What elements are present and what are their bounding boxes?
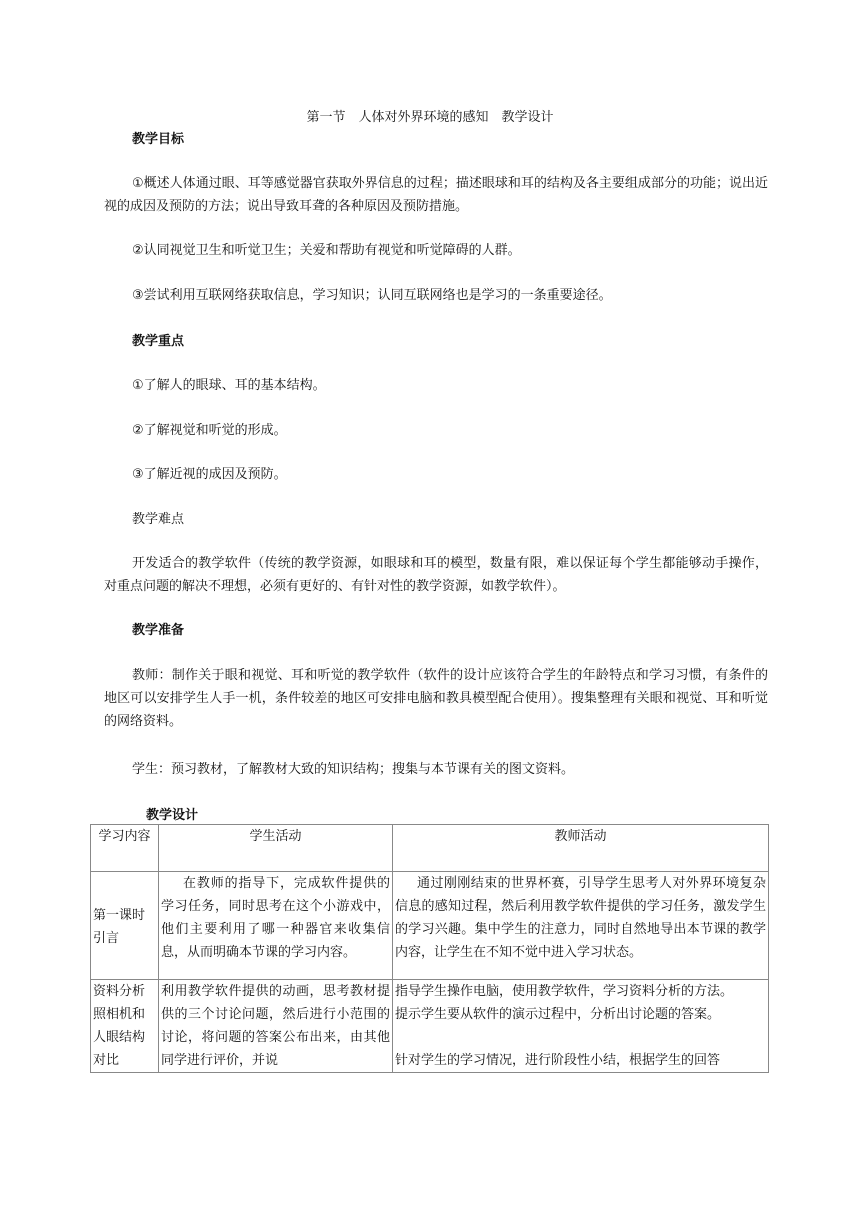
table-row (91, 872, 769, 980)
objective-item-2: ②认同视觉卫生和听觉卫生；关爱和帮助有视觉和听觉障碍的人群。 (132, 243, 521, 258)
row-content-text: 资料分析照相机和人眼结构对比 (93, 984, 146, 1068)
key-point-item-3: ③了解近视的成因及预防。 (132, 467, 287, 482)
difficulty-heading: 教学难点 (132, 512, 185, 527)
preparation-heading: 教学准备 (132, 623, 185, 638)
preparation-student: 学生：预习教材，了解教材大致的知识结构；搜集与本节课有关的图文资料。 (132, 762, 575, 777)
page-title: 第一节 人体对外界环境的感知 教学设计 (306, 110, 554, 125)
column-header-teacher: 教师活动 (393, 825, 769, 872)
objectives-heading: 教学目标 (132, 132, 185, 147)
row-teacher-line: 指导学生操作电脑，使用教学软件，学习资料分析的方法。 (395, 984, 734, 999)
row-content (91, 980, 159, 1073)
objective-item-3: ③尝试利用互联网络获取信息，学习知识；认同互联网络也是学习的一条重要途径。 (132, 288, 612, 303)
key-point-item-2: ②了解视觉和听觉的形成。 (132, 423, 287, 438)
design-table (90, 824, 769, 1073)
row-content (91, 872, 159, 980)
column-header-content: 学习内容 (91, 825, 159, 872)
row-student-text: 利用教学软件提供的动画，思考教材提供的三个讨论问题，然后进行小范围的讨论，将问题的答案公布出来，由其他同学进行评价，并说 (161, 984, 390, 1068)
key-points-heading: 教学重点 (132, 334, 185, 349)
row-teacher-activity (393, 872, 769, 980)
design-heading: 教学设计 (146, 808, 199, 823)
key-point-item-1: ①了解人的眼球、耳的基本结构。 (132, 378, 326, 393)
row-teacher-text: 通过刚刚结束的世界杯赛，引导学生思考人对外界环境复杂信息的感知过程，然后利用教学软件提供的学习任务，激发学生的学习兴趣。集中学生的注意力，同时自然地导出本节课的教学内容，让学生在不知不觉中进入学习状态。 (395, 876, 766, 960)
row-teacher-line: 提示学生要从软件的演示过程中，分析出讨论题的答案。 (395, 1007, 721, 1022)
preparation-teacher: 教师：制作关于眼和视觉、耳和听觉的教学软件（软件的设计应该符合学生的年龄特点和学习习惯，有条件的地区可以安排学生人手一机，条件较差的地区可安排电脑和教具模型配合使用）。搜集整理有关眼和视觉、耳和听觉的网络资料。 (104, 668, 768, 729)
row-teacher-line (395, 1026, 766, 1049)
row-student-activity (159, 872, 393, 980)
table-row (91, 980, 769, 1073)
row-student-text: 在教师的指导下，完成软件提供的学习任务，同时思考在这个小游戏中，他们主要利用了哪一种器官来收集信息，从而明确本节课的学习内容。 (161, 876, 390, 960)
difficulty-text: 开发适合的教学软件（传统的教学资源，如眼球和耳的模型，数量有限，难以保证每个学生都能够动手操作，对重点问题的解决不理想，必须有更好的、有针对性的教学资源，如教学软件）。 (104, 556, 768, 594)
row-teacher-line: 针对学生的学习情况，进行阶段性小结，根据学生的回答 (395, 1053, 721, 1068)
column-header-student: 学生活动 (159, 825, 393, 872)
row-teacher-activity (393, 980, 769, 1073)
table-header-row (91, 825, 769, 872)
row-content-text: 第一课时引言 (93, 907, 146, 946)
row-student-activity (159, 980, 393, 1073)
objective-item-1: ①概述人体通过眼、耳等感觉器官获取外界信息的过程；描述眼球和耳的结构及各主要组成部分的功能；说出近视的成因及预防的方法；说出导致耳聋的各种原因及预防措施。 (104, 176, 768, 214)
